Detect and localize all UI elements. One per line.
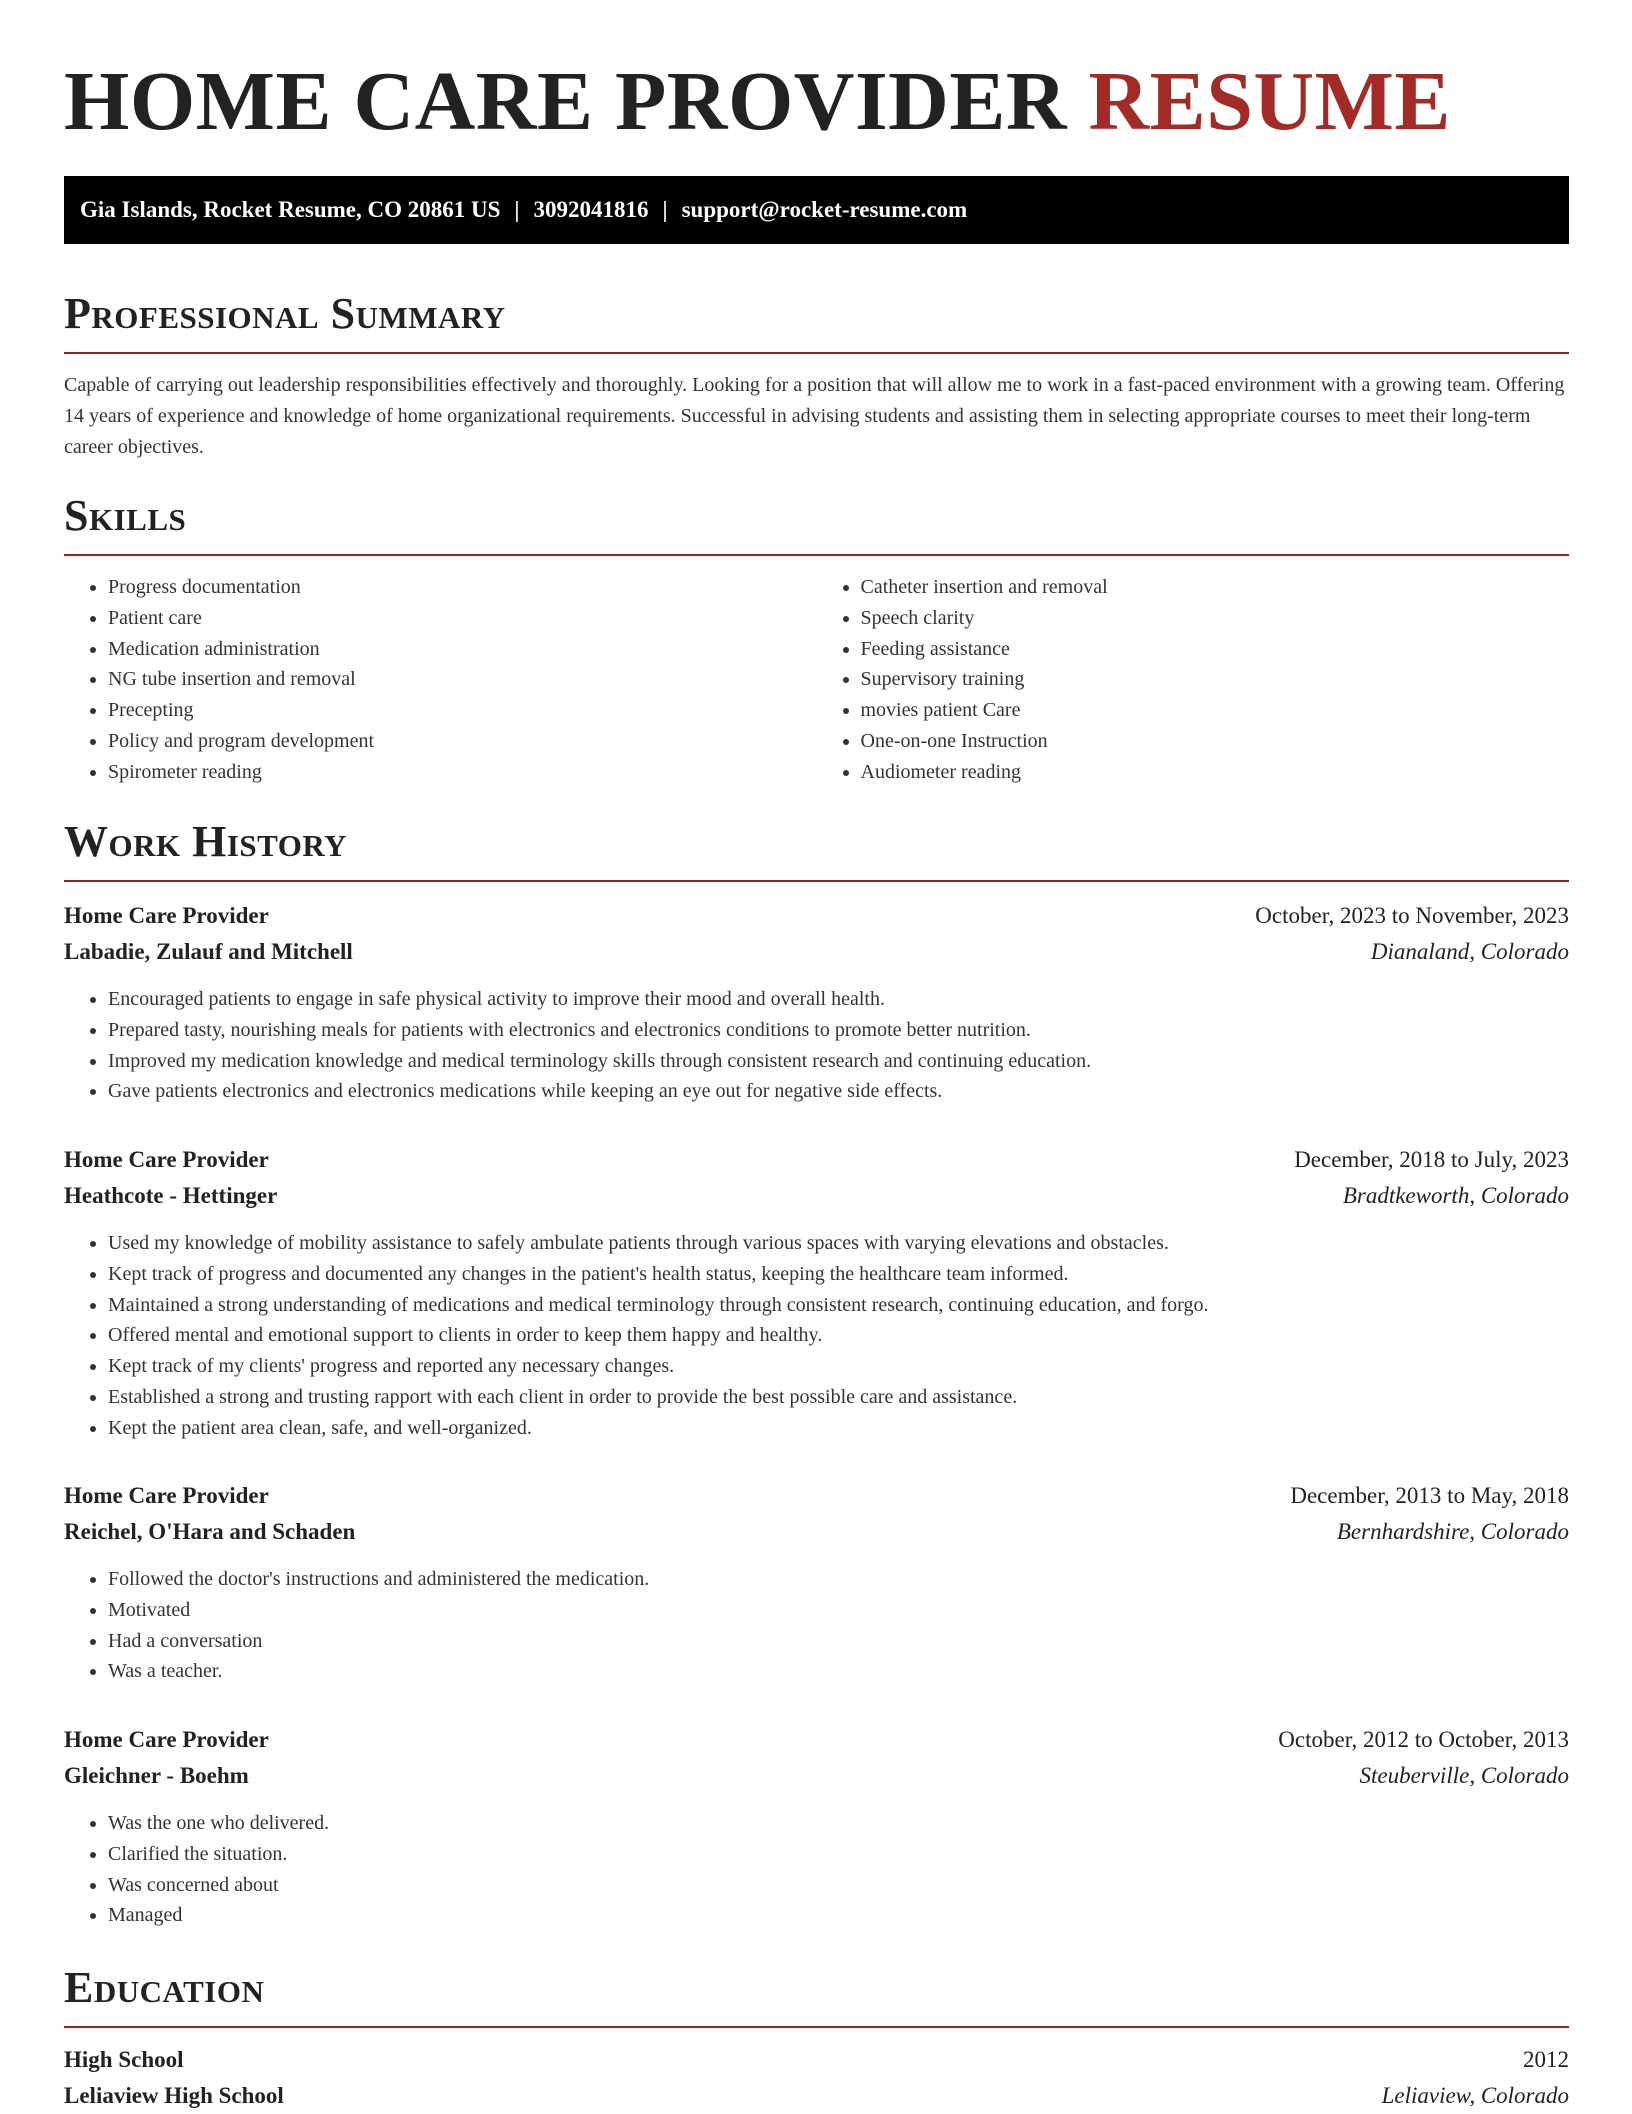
contact-separator: |: [514, 197, 520, 222]
skills-columns: [64, 572, 1569, 788]
job-header-row: [64, 1142, 1569, 1178]
job-duty: • Gave patients electronics and electronics medications while keeping an eye out for negative side effects.: [108, 1076, 1569, 1107]
job-dates: December, 2013 to May, 2018: [1290, 1483, 1569, 1508]
job-location: Dianaland, Colorado: [1370, 939, 1569, 964]
contact-bar: [64, 176, 1569, 244]
education-degree: High School: [64, 2047, 184, 2072]
job-company-row: [64, 1758, 1569, 1794]
job-duty: • Had a conversation: [108, 1626, 1569, 1657]
education-school: Leliaview High School: [64, 2083, 284, 2108]
job-duty: • Clarified the situation.: [108, 1839, 1569, 1870]
education-section: [64, 1960, 1569, 2028]
summary-text: Capable of carrying out leadership responsibilities effectively and thoroughly. Looking for a position that will allow me to work in a fast-paced environment with a growing team. Offering 14 years of experience and knowledge of home organizational requirements. Successful in advising students and assisting them in selecting appropriate courses to meet their long-term career objectives.: [64, 374, 1565, 458]
job-duties: [64, 1564, 1569, 1687]
skills-heading: Skills: [64, 491, 187, 540]
job-duty: • Prepared tasty, nourishing meals for patients with electronics and electronics conditions to promote better nutrition.: [108, 1015, 1569, 1046]
job-duties: [64, 984, 1569, 1107]
title-accent: RESUME: [1088, 55, 1451, 148]
job-company-row: [64, 1514, 1569, 1550]
job-header-row: [64, 898, 1569, 934]
job-header-row: [64, 1478, 1569, 1514]
skill-item: • Patient care: [108, 603, 817, 634]
skill-item: • One-on-one Instruction: [861, 726, 1570, 757]
job-dates: October, 2012 to October, 2013: [1278, 1727, 1569, 1752]
skills-list-left: [64, 572, 817, 788]
skill-item: • Speech clarity: [861, 603, 1570, 634]
section-divider: [64, 352, 1569, 354]
skills-list-right: [817, 572, 1570, 788]
skill-item: • Medication administration: [108, 634, 817, 665]
skill-item: • Supervisory training: [861, 664, 1570, 695]
job-header-row: [64, 1722, 1569, 1758]
skill-item: • Feeding assistance: [861, 634, 1570, 665]
job-entry: [64, 1142, 1569, 1444]
job-duty: • Was a teacher.: [108, 1656, 1569, 1687]
skill-item: • Catheter insertion and removal: [861, 572, 1570, 603]
job-location: Steuberville, Colorado: [1359, 1763, 1569, 1788]
job-duty: • Established a strong and trusting rapport with each client in order to provide the best possible care and assistance.: [108, 1382, 1569, 1413]
job-company: Labadie, Zulauf and Mitchell: [64, 939, 353, 964]
job-dates: October, 2023 to November, 2023: [1255, 903, 1569, 928]
job-company: Heathcote - Hettinger: [64, 1183, 278, 1208]
skill-item: • movies patient Care: [861, 695, 1570, 726]
education-year: 2012: [1523, 2047, 1569, 2072]
skills-section: [64, 488, 1569, 788]
job-company-row: [64, 1178, 1569, 1214]
contact-email[interactable]: support@rocket-resume.com: [681, 197, 968, 222]
section-divider: [64, 2026, 1569, 2028]
job-entry: [64, 1722, 1569, 1931]
job-dates: December, 2018 to July, 2023: [1294, 1147, 1569, 1172]
summary-heading: Professional Summary: [64, 289, 506, 338]
skill-item: • Precepting: [108, 695, 817, 726]
job-duty: • Offered mental and emotional support to clients in order to keep them happy and healthy.: [108, 1320, 1569, 1351]
job-duty: • Kept the patient area clean, safe, and well-organized.: [108, 1413, 1569, 1444]
section-divider: [64, 880, 1569, 882]
job-duty: • Followed the doctor's instructions and administered the medication.: [108, 1564, 1569, 1595]
job-duties: [64, 1808, 1569, 1931]
job-company: Gleichner - Boehm: [64, 1763, 249, 1788]
contact-address: Gia Islands, Rocket Resume, CO 20861 US: [80, 197, 501, 222]
job-duty: • Was the one who delivered.: [108, 1808, 1569, 1839]
skill-item: • NG tube insertion and removal: [108, 664, 817, 695]
job-location: Bradtkeworth, Colorado: [1342, 1183, 1569, 1208]
education-heading: Education: [64, 1963, 265, 2012]
education-location: Leliaview, Colorado: [1381, 2083, 1569, 2108]
job-company: Reichel, O'Hara and Schaden: [64, 1519, 356, 1544]
job-title: Home Care Provider: [64, 903, 269, 928]
job-duty: • Kept track of my clients' progress and reported any necessary changes.: [108, 1351, 1569, 1382]
education-school-row: [64, 2078, 1569, 2114]
job-duties: [64, 1228, 1569, 1444]
job-location: Bernhardshire, Colorado: [1336, 1519, 1569, 1544]
contact-phone: 3092041816: [533, 197, 649, 222]
job-duty: • Motivated: [108, 1595, 1569, 1626]
job-entry: [64, 1478, 1569, 1687]
skill-item: • Spirometer reading: [108, 757, 817, 788]
job-duty: • Was concerned about: [108, 1870, 1569, 1901]
skill-item: • Progress documentation: [108, 572, 817, 603]
job-duty: • Used my knowledge of mobility assistance to safely ambulate patients through various spaces with varying elevations and obstacles.: [108, 1228, 1569, 1259]
education-entry: [64, 2042, 1569, 2114]
job-duty: • Managed: [108, 1900, 1569, 1931]
section-divider: [64, 554, 1569, 556]
contact-separator: |: [662, 197, 668, 222]
skill-item: • Policy and program development: [108, 726, 817, 757]
job-duty: • Kept track of progress and documented any changes in the patient's health status, keeping the healthcare team informed.: [108, 1259, 1569, 1290]
job-title: Home Care Provider: [64, 1727, 269, 1752]
skill-item: • Audiometer reading: [861, 757, 1570, 788]
work-history-heading: Work History: [64, 817, 348, 866]
job-duty: • Encouraged patients to engage in safe physical activity to improve their mood and overall health.: [108, 984, 1569, 1015]
job-duty: • Improved my medication knowledge and medical terminology skills through consistent research and continuing education.: [108, 1046, 1569, 1077]
job-duty: • Maintained a strong understanding of medications and medical terminology through consistent research, continuing education, and forgo.: [108, 1290, 1569, 1321]
job-entry: [64, 898, 1569, 1107]
work-history-section: [64, 814, 1569, 882]
title-main: HOME CARE PROVIDER: [64, 55, 1068, 148]
job-title: Home Care Provider: [64, 1147, 269, 1172]
job-company-row: [64, 934, 1569, 970]
resume-title: [64, 52, 1451, 152]
job-title: Home Care Provider: [64, 1483, 269, 1508]
education-header-row: [64, 2042, 1569, 2078]
summary-section: [64, 286, 1569, 463]
